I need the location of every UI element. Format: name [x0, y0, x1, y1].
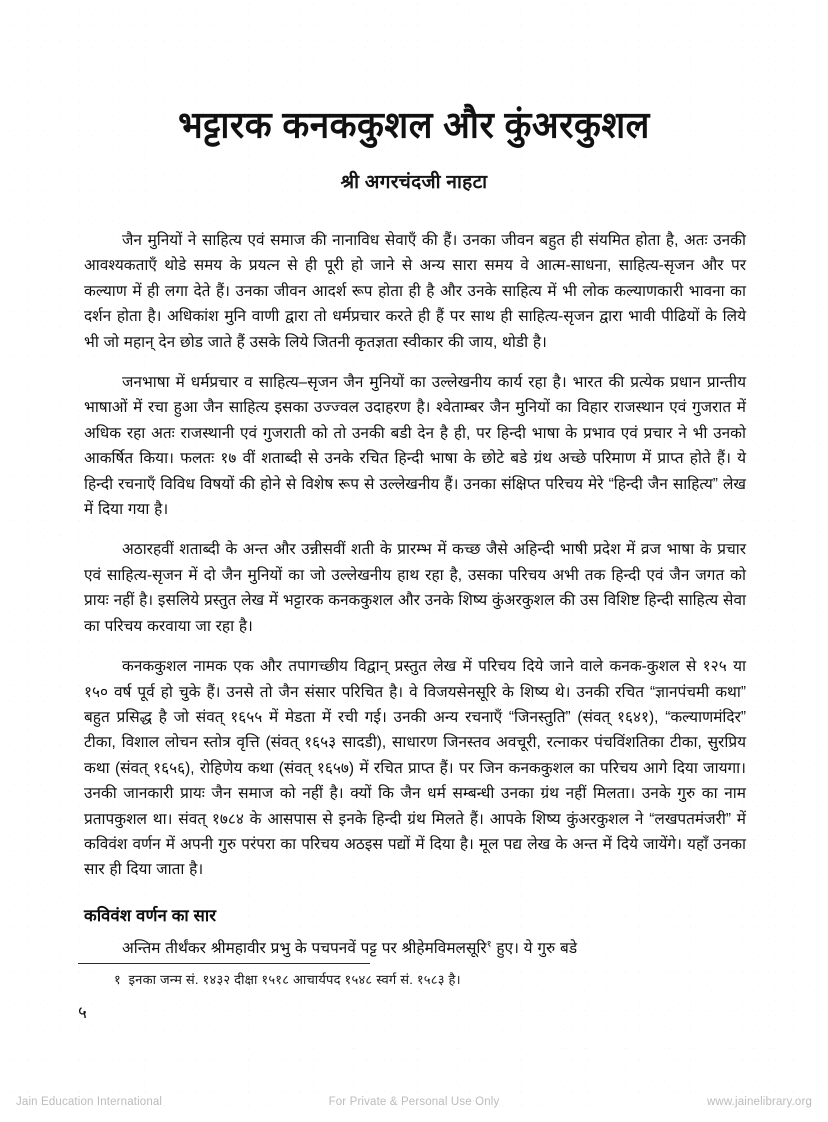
paragraph-1: जैन मुनियों ने साहित्य एवं समाज की नानाविध सेवाएँ की हैं। उनका जीवन बहुत ही संयमित होता है, अतः उनकी आवश्यकताएँ थोडे समय के प्रयत्न से ही पूरी हो जाने से अन्य सारा समय वे आत्म-साधना, साहित्य-सृजन और पर कल्याण में ही लगा देते हैं। उनका जीवन आदर्श रूप होता ही है और उनके साहित्य में भी लोक कल्याणकारी भावना का दर्शन होता है। अधिकांश मुनि वाणी द्वारा तो धर्मप्रचार करते ही हैं पर साथ ही साहित्य-सृजन द्वारा भावी पीढियों के लिये भी जो महान् देन छोड जाते हैं उसके लिये जितनी कृतज्ञता स्वीकार की जाय, थोडी है।: [84, 232, 746, 351]
footnote-separator-rule: [78, 963, 370, 964]
closing-text-before-marker: अन्तिम तीर्थंकर श्रीमहावीर प्रभु के पचपनवें पट्ट पर श्रीहेमविमलसूरि: [122, 939, 487, 957]
paragraph-3: अठारहवीं शताब्दी के अन्त और उन्नीसवीं शती के प्रारम्भ में कच्छ जैसे अहिन्दी भाषी प्रदेश में व्रज भाषा के प्रचार एवं साहित्य-सृजन में दो जैन मुनियों का जो उल्लेखनीय हाथ रहा है, उसका परिचय अभी तक हिन्दी एवं जैन जगत को प्रायः नहीं है। इसलिये प्रस्तुत लेख में भट्टारक कनककुशल और उनके शिष्य कुंअरकुशल की उस विशिष्ट हिन्दी साहित्य सेवा का परिचय करवाया जा रहा है।: [84, 541, 746, 635]
paragraph-4: कनककुशल नामक एक और तपागच्छीय विद्वान् प्रस्तुत लेख में परिचय दिये जाने वाले कनक-कुशल से १२५ या १५० वर्ष पूर्व हो चुके हैं। उनसे तो जैन संसार परिचित है। वे विजयसेनसूरि के शिष्य थे। उनकी रचित “ज्ञानपंचमी कथा” बहुत प्रसिद्ध है जो संवत् १६५५ में मेडता में रची गई। उनकी अन्य रचनाएँ “जिनस्तुति” (संवत् १६४१), “कल्याणमंदिर” टीका, विशाल लोचन स्तोत्र वृत्ति (संवत् १६५३ सादडी), साधारण जिनस्तव अवचूरी, रत्नाकर पंचविंशतिका टीका, सुरप्रिय कथा (संवत् १६५६), रोहिणेय कथा (संवत् १६५७) में रचित प्राप्त हैं। पर जिन कनककुशल का परिचय आगे दिया जायगा। उनकी जानकारी प्रायः जैन समाज को नहीं है। क्यों कि जैन धर्म सम्बन्धी उनका ग्रंथ नहीं मिलता। उनके गुरु का नाम प्रतापकुशल था। संवत् १७८४ के आसपास से इनके हिन्दी ग्रंथ मिलते हैं। आपके शिष्य कुंअरकुशल ने “लखपतमंजरी” में कविवंश वर्णन में अपनी गुरु परंपरा का परिचय अठइस पद्यों में दिया है। मूल पद्य लेख के अन्त में दिये जायेंगे। यहाँ उनका सार ही दिया जाता है।: [84, 658, 746, 879]
footnote-body: इनका जन्म सं. १४३२ दीक्षा १५१८ आचार्यपद १५४८ स्वर्ग सं. १५८३ है।: [128, 972, 461, 987]
paragraph-2: जनभाषा में धर्मप्रचार व साहित्य–सृजन जैन मुनियों का उल्लेखनीय कार्य रहा है। भारत की प्रत्येक प्रधान प्रान्तीय भाषाओं में रचा हुआ जैन साहित्य इसका उज्ज्वल उदाहरण है। श्वेताम्बर जैन मुनियों का विहार राजस्थान एवं गुजरात में अधिक रहा अतः राजस्थानी एवं गुजराती को तो उनकी बडी देन है ही, पर हिन्दी भाषा के प्रभाव एवं प्रचार ने भी उनको आकर्षित किया। फलतः १७ वीं शताब्दी से उनके रचित हिन्दी भाषा के छोटे बडे ग्रंथ अच्छे परिमाण में प्राप्त होते हैं। ये हिन्दी रचनाएँ विविध विषयों की होने से विशेष रूप से उल्लेखनीय हैं। उनका संक्षिप्त परिचय मेरे “हिन्दी जैन साहित्य” लेख में दिया गया है।: [84, 374, 746, 519]
title-block: [0, 106, 828, 194]
footnote-reference-marker: १: [486, 938, 492, 950]
closing-text-after-marker: हुए। ये गुरु बडे: [491, 939, 578, 957]
footer-usage-notice: For Private & Personal Use Only: [328, 1096, 500, 1108]
section-heading-kavivansh: कविवंश वर्णन का सार: [84, 906, 217, 925]
footer-website-link[interactable]: www.jainelibrary.org: [706, 1096, 812, 1108]
scan-footer: [0, 1090, 828, 1114]
footnote-area: [78, 963, 758, 989]
paragraph-5: [84, 936, 746, 961]
body-text-column: [84, 228, 746, 961]
footer-organization: Jain Education International: [16, 1096, 163, 1108]
page-title: भट्टारक कनककुशल और कुंअरकुशल: [178, 104, 650, 147]
author-byline: श्री अगरचंदजी नाहटा: [340, 172, 488, 194]
footnote-entry: [78, 971, 758, 989]
page-number: ५: [78, 1003, 87, 1022]
footnote-number: १: [114, 972, 121, 987]
